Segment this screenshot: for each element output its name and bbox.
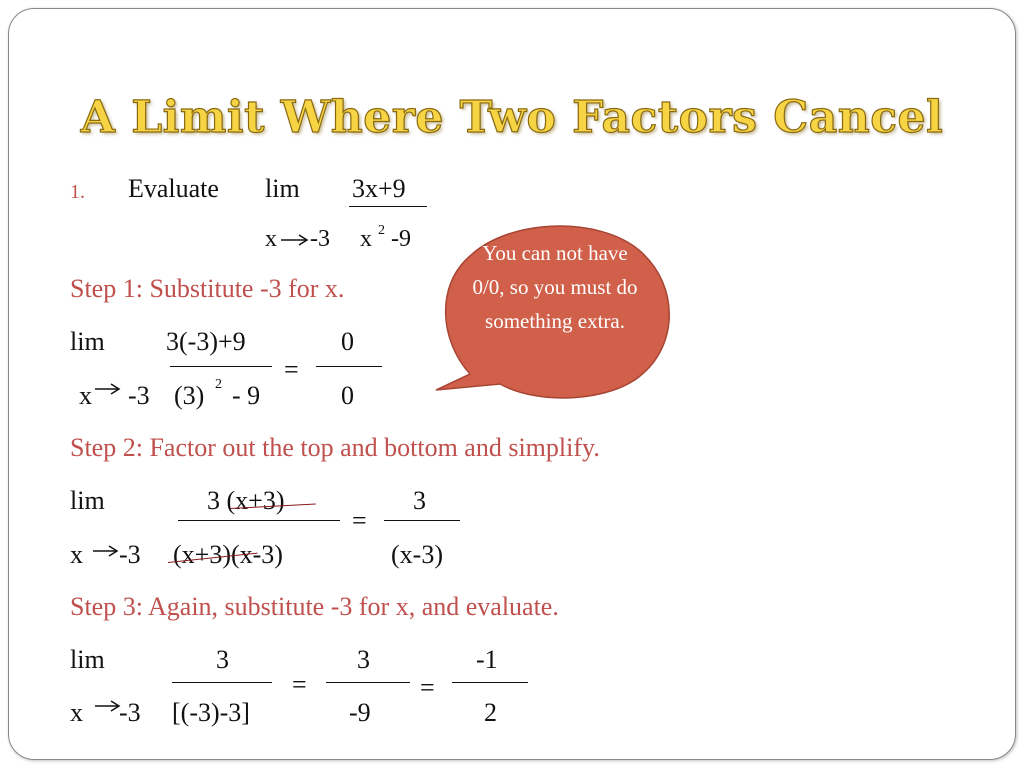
step2-equals: = xyxy=(352,506,367,535)
step1-denominator-rest: - 9 xyxy=(232,381,261,410)
step2-numerator: 3 (x+3) xyxy=(207,486,285,515)
step1-lim: lim xyxy=(70,327,105,356)
step1-equals: = xyxy=(284,355,299,384)
step2-fraction-bar xyxy=(178,520,340,521)
right-arrow-icon xyxy=(280,233,310,247)
problem-lim: lim xyxy=(265,174,300,203)
step3-numerator: 3 xyxy=(216,645,229,674)
step3-mid-denominator: -9 xyxy=(349,698,371,727)
step3-equals-1: = xyxy=(292,670,307,699)
step2-result-numerator: 3 xyxy=(413,486,426,515)
right-arrow-icon xyxy=(92,544,120,558)
step2-result-denominator: (x-3) xyxy=(391,540,443,569)
problem-approach-x: x xyxy=(265,226,277,252)
step3-denominator: [(-3)-3] xyxy=(172,698,250,727)
step3-label: Step 3: Again, substitute -3 for x, and evaluate. xyxy=(70,592,559,621)
step1-numerator: 3(-3)+9 xyxy=(166,327,246,356)
right-arrow-icon xyxy=(94,699,122,713)
step1-denominator-base: (3) xyxy=(174,381,205,410)
evaluate-word: Evaluate xyxy=(128,174,219,203)
step1-result-numerator: 0 xyxy=(341,327,354,356)
problem-numerator: 3x+9 xyxy=(352,174,406,203)
step1-approach-value: -3 xyxy=(128,381,150,410)
step2-lim: lim xyxy=(70,486,105,515)
step1-fraction-bar xyxy=(170,366,272,367)
item-number: 1. xyxy=(70,181,85,203)
step1-label: Step 1: Substitute -3 for x. xyxy=(70,274,345,303)
step3-approach-x: x xyxy=(70,698,83,727)
step1-result-denominator: 0 xyxy=(341,381,354,410)
step3-fraction-bar xyxy=(172,682,272,683)
step3-mid-bar xyxy=(326,682,410,683)
callout-text: You can not have 0/0, so you must do something extra. xyxy=(472,241,638,333)
problem-approach-value: -3 xyxy=(310,226,330,252)
right-arrow-icon xyxy=(94,382,122,396)
step2-denominator: (x+3)(x-3) xyxy=(173,540,283,569)
step3-equals-2: = xyxy=(420,673,435,702)
step3-final-numerator: -1 xyxy=(476,645,498,674)
step1-result-bar xyxy=(316,366,382,367)
step2-result-bar xyxy=(384,520,460,521)
step3-lim: lim xyxy=(70,645,105,674)
step1-denominator-exponent: 2 xyxy=(215,377,222,392)
problem-denominator-exponent: 2 xyxy=(378,223,385,238)
step3-final-denominator: 2 xyxy=(484,698,497,727)
step2-approach-value: -3 xyxy=(119,540,141,569)
slide-title: A Limit Where Two Factors Cancel xyxy=(80,92,944,143)
problem-denominator-base: x xyxy=(360,226,372,252)
problem-fraction-bar xyxy=(349,206,427,207)
step2-label: Step 2: Factor out the top and bottom and simplify. xyxy=(70,433,600,462)
step2-approach-x: x xyxy=(70,540,83,569)
step3-mid-numerator: 3 xyxy=(357,645,370,674)
step3-final-bar xyxy=(452,682,528,683)
step1-approach-x: x xyxy=(79,381,92,410)
problem-denominator-rest: -9 xyxy=(391,226,411,252)
step3-approach-value: -3 xyxy=(119,698,141,727)
